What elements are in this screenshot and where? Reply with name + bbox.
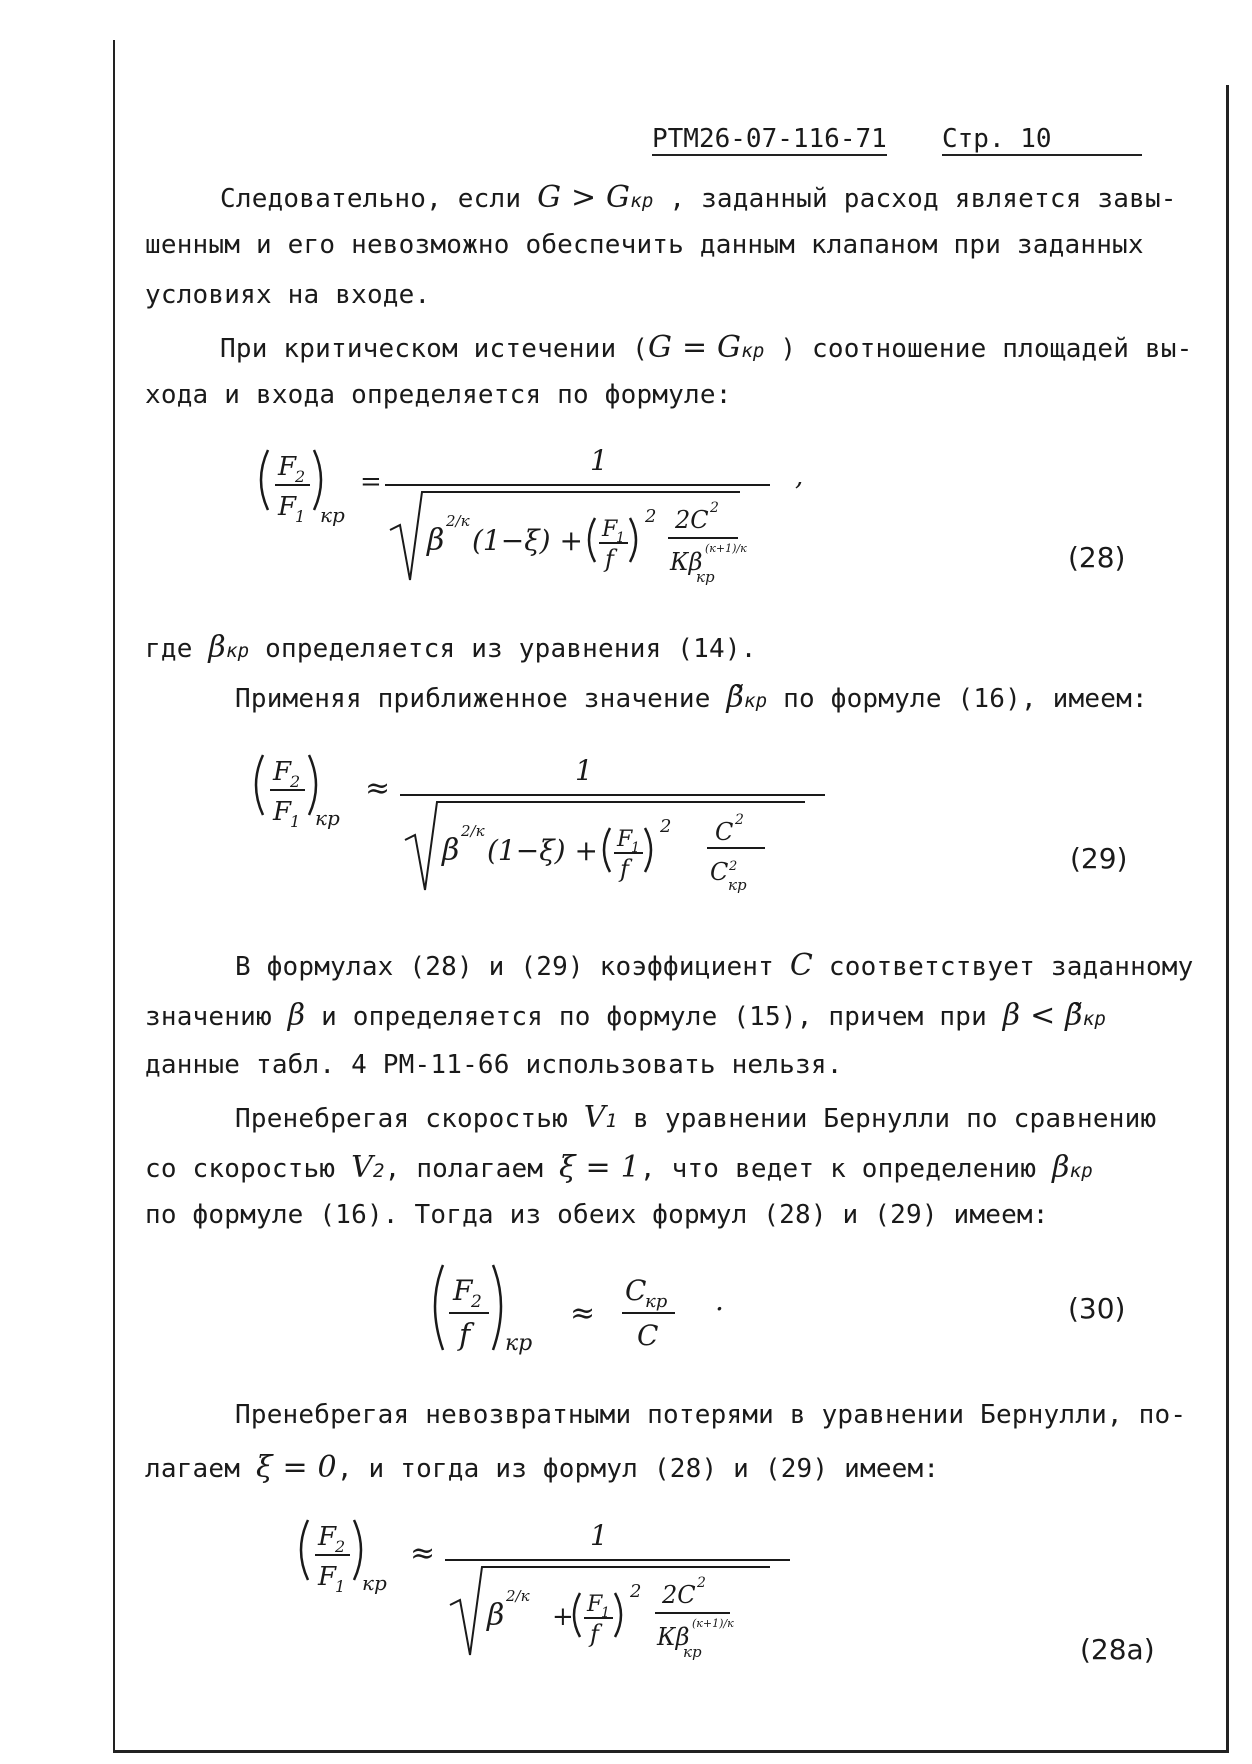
sub-1: 1: [290, 812, 301, 831]
paren-right: [493, 1265, 501, 1350]
text-span: В формулах (28) и (29) коэффициент: [235, 952, 775, 982]
page-frame-left: [113, 40, 115, 1752]
formula-30: [425, 1255, 755, 1375]
paren-left: [256, 755, 263, 815]
sub-kr: кр: [645, 1291, 668, 1312]
text-span: Следовательно, если: [220, 184, 522, 214]
math-beta: β: [208, 630, 226, 665]
sym-K-beta: Кβ: [657, 1623, 690, 1651]
sym-f: f: [620, 855, 629, 883]
text-span: определяется из уравнения (14).: [265, 634, 757, 664]
sym-F1: F: [273, 797, 292, 827]
sym-f: f: [590, 1620, 599, 1648]
math-beta: β: [287, 998, 306, 1033]
exp-2: 2: [729, 859, 738, 874]
text-span: Пренебрегая скоростью: [235, 1104, 568, 1134]
text-span: по формуле (16), имеем:: [783, 684, 1148, 714]
math-sub: кр: [1069, 1160, 1093, 1182]
paragraph-6-line-1: [235, 1100, 1156, 1135]
paragraph-5-line-3: данные табл. 4 РМ-11-66 использовать нельзя.: [145, 1050, 843, 1080]
formula-29: [245, 740, 865, 910]
math-sub: кр: [1082, 1008, 1106, 1030]
exp-k1k: (к+1)/к: [705, 542, 747, 555]
text-span: При критическом истечении (: [220, 334, 649, 364]
sym-C: C: [715, 818, 734, 846]
paren-left: [589, 518, 595, 562]
equation-number-28a: (28а): [1080, 1633, 1155, 1666]
paragraph-5-line-2: [145, 998, 1106, 1033]
sym-F2: F: [318, 1522, 337, 1552]
plus-sign: +: [552, 1602, 574, 1632]
sub-1: 1: [631, 840, 640, 856]
text-span: где: [145, 634, 193, 664]
text-span: , что ведет к определению: [639, 1154, 1037, 1184]
sym-F1: F: [278, 492, 297, 522]
equals-sign: =: [360, 467, 382, 497]
sub-1: 1: [295, 507, 306, 526]
document-code: РТМ26-07-116-71: [652, 124, 887, 154]
approx-sign: ≈: [410, 1536, 436, 1571]
text-span: и определяется по формуле (15), причем при: [321, 1002, 987, 1032]
math-v: V: [583, 1100, 606, 1135]
sub-2: 2: [471, 1292, 482, 1312]
paragraph-3: [145, 630, 757, 665]
sym-F2: F: [453, 1274, 473, 1307]
text-span: ) соотношение площадей вы-: [780, 334, 1193, 364]
paragraph-2-line-1: [220, 330, 1193, 365]
paragraph-1-line-2: шенным и его невозможно обеспечить данным клапаном при заданных: [145, 230, 1144, 260]
exp-2: 2: [660, 816, 672, 837]
text-span: , полагаем: [384, 1154, 544, 1184]
numerator-one: 1: [590, 444, 608, 477]
sym-K-beta: Кβ: [670, 548, 703, 576]
sub-1: 1: [616, 530, 625, 546]
paragraph-5-line-1: [235, 948, 1194, 983]
exp-2: 2: [645, 506, 657, 527]
paren-left: [574, 1593, 580, 1637]
paragraph-4: [235, 680, 1148, 715]
text-span: , и тогда из формул (28) и (29) имеем:: [336, 1454, 940, 1484]
sym-F1: F: [318, 1562, 337, 1592]
paren-left: [261, 450, 268, 510]
math-c: C: [789, 948, 814, 983]
sub-kr: кр: [362, 1571, 387, 1595]
one-minus-xi: (1−ξ) +: [487, 834, 598, 867]
paragraph-7-line-1: Пренебрегая невозвратными потерями в уравнении Бернулли, по-: [235, 1400, 1187, 1430]
sym-C: C: [637, 1319, 659, 1352]
math-beta-tilde: β̃: [726, 680, 745, 715]
exp-2: 2: [697, 1575, 706, 1591]
exp-2: 2: [710, 500, 719, 516]
sym-beta: β: [427, 523, 445, 558]
sub-2: 2: [290, 772, 301, 791]
paragraph-6-line-2: [145, 1150, 1093, 1185]
math-sub: 2: [372, 1160, 385, 1182]
numerator-one: 1: [590, 1519, 608, 1552]
text-span: со скоростью: [145, 1154, 336, 1184]
formula-28a: [290, 1505, 830, 1675]
equation-number-29: (29): [1070, 842, 1128, 875]
math-xi-eq-0: ξ = 0: [255, 1450, 337, 1485]
text-span: соответствует заданному: [828, 952, 1194, 982]
sub-kr: кр: [320, 503, 345, 527]
numerator-one: 1: [575, 754, 593, 787]
text-span: , заданный расход является завы-: [669, 184, 1177, 214]
paragraph-6-line-3: по формуле (16). Тогда из обеих формул (28) и (29) имеем:: [145, 1200, 1049, 1230]
sym-F2: F: [273, 757, 292, 787]
sym-f: f: [459, 1318, 471, 1353]
approx-sign: ≈: [570, 1296, 596, 1331]
paren-left: [604, 828, 610, 872]
paren-right: [645, 828, 651, 872]
paren-right: [630, 518, 636, 562]
exp-2k: 2/к: [446, 512, 470, 530]
math-sub: кр: [741, 340, 765, 362]
sub-2: 2: [295, 467, 306, 486]
sub-kr: кр: [683, 1643, 702, 1661]
math-sub: кр: [630, 190, 654, 212]
exp-2: 2: [630, 1581, 642, 1602]
sub-1: 1: [335, 1577, 346, 1596]
sym-F1: F: [602, 517, 618, 542]
paren-right: [615, 1593, 621, 1637]
sym-Ckr: C: [710, 858, 729, 886]
paren-left: [301, 1520, 308, 1580]
math-beta-lt: β < β̃: [1002, 998, 1083, 1033]
paren-right: [314, 450, 321, 510]
exp-2: 2: [735, 812, 744, 828]
math-xi-eq-1: ξ = 1: [559, 1150, 640, 1185]
sym-F1: F: [587, 1592, 603, 1617]
sym-beta: β: [487, 1598, 505, 1633]
equation-number-28: (28): [1068, 541, 1126, 574]
sub-kr: кр: [696, 568, 715, 586]
math-beta: β: [1052, 1150, 1070, 1185]
text-span: лагаем: [145, 1454, 241, 1484]
math-g-eq-gkr: G = G: [648, 330, 742, 365]
math-g-gt-gkr: G > G: [537, 180, 631, 215]
exp-k1k: (к+1)/к: [692, 1617, 734, 1630]
text-span: в уравнении Бернулли по сравнению: [633, 1104, 1157, 1134]
period: .: [715, 1284, 724, 1317]
sym-2C: 2C: [662, 1581, 696, 1609]
sub-kr: кр: [505, 1331, 533, 1356]
sym-2C: 2C: [675, 506, 709, 534]
text-span: значению: [145, 1002, 272, 1032]
sym-Ckr: C: [625, 1274, 647, 1307]
page-frame-bottom: [113, 1750, 1229, 1753]
comma: ,: [795, 462, 804, 492]
formula-28: [250, 430, 930, 600]
paragraph-1-line-1: [220, 180, 1177, 215]
math-sub: кр: [744, 690, 768, 712]
sub-2: 2: [335, 1537, 346, 1556]
sym-f: f: [605, 545, 614, 573]
paren-right: [354, 1520, 361, 1580]
sub-kr: кр: [315, 806, 340, 830]
paragraph-2-line-2: хода и входа определяется по формуле:: [145, 380, 732, 410]
sub-kr: кр: [728, 876, 747, 894]
equation-number-30: (30): [1068, 1292, 1126, 1325]
sym-beta: β: [442, 833, 460, 868]
paragraph-7-line-2: [145, 1450, 939, 1485]
exp-2k: 2/к: [506, 1587, 530, 1605]
math-sub: кр: [225, 640, 250, 662]
page-number: Стр. 10: [942, 124, 1142, 156]
one-minus-xi: (1−ξ) +: [472, 524, 583, 557]
approx-sign: ≈: [365, 771, 391, 806]
sub-1: 1: [601, 1605, 610, 1621]
exp-2k: 2/к: [461, 822, 485, 840]
text-span: Применяя приближенное значение: [235, 684, 711, 714]
sym-F2: F: [278, 452, 297, 482]
paren-left: [435, 1265, 443, 1350]
page-frame-right: [1226, 85, 1229, 1752]
math-v: V: [351, 1150, 373, 1185]
math-sub: 1: [605, 1110, 618, 1132]
paragraph-1-line-3: условиях на входе.: [145, 280, 431, 310]
sym-F1: F: [617, 827, 633, 852]
